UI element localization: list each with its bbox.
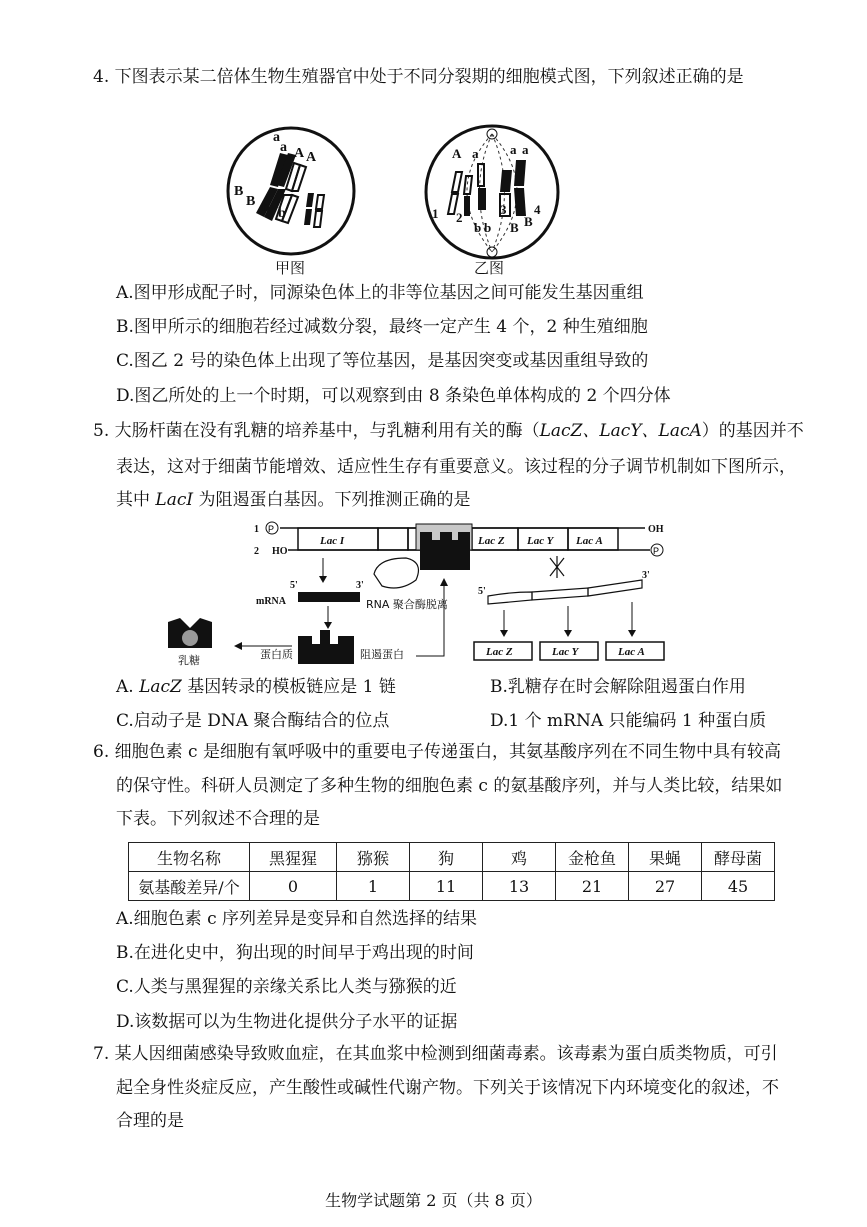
- q4-option-d: D.图乙所处的上一个时期，可以观察到由 8 条染色单体构成的 2 个四分体: [116, 386, 671, 406]
- arrow-repressor-bind: [416, 584, 444, 656]
- q5-line3-gene: LacI: [155, 490, 194, 510]
- q4-stem: 4. 下图表示某二倍体生物生殖器官中处于不同分裂期的细胞模式图，下列叙述正确的是: [93, 67, 744, 87]
- rna-polymerase: [374, 558, 418, 588]
- arrowhead-3: [440, 578, 448, 586]
- blocked-transcription-x: [550, 556, 564, 578]
- gene-laci-label: Lac I: [320, 535, 345, 547]
- q7-line3: 合理的是: [116, 1111, 184, 1131]
- gene-box-spacer1: [378, 528, 408, 550]
- caption-jia: 甲图: [275, 259, 306, 277]
- protein-laca-label: Lac A: [618, 646, 645, 658]
- caption-yi: 乙图: [474, 259, 505, 277]
- q7-line2: 起全身性炎症反应，产生酸性或碱性代谢产物。下列关于该情况下内环境变化的叙述，不: [116, 1078, 779, 1098]
- table-header-cell: 酵母菌: [702, 843, 775, 872]
- lactose-molecule: [182, 630, 198, 646]
- q4-option-b: B.图甲所示的细胞若经过减数分裂，最终一定产生 4 个，2 种生殖细胞: [116, 317, 648, 337]
- q5-line1-a: 5. 大肠杆菌在没有乳糖的培养基中，与乳糖利用有关的酶（: [93, 421, 540, 441]
- cell-membrane: [426, 126, 558, 258]
- mrna-5-label: 5': [290, 580, 298, 591]
- q4-option-a: A.图甲形成配子时，同源染色体上的非等位基因之间可能发生基因重组: [116, 283, 644, 303]
- label-2: 2: [456, 210, 463, 225]
- label-a3: a: [522, 142, 529, 157]
- q5-line2: 表达，这对于细菌节能增效、适应性生存有重要意义。该过程的分子调节机制如下图所示，: [116, 457, 796, 477]
- gene-lacy-label: Lac Y: [527, 535, 554, 547]
- label-4: 4: [534, 202, 541, 217]
- protein-label: 蛋白质: [260, 648, 293, 661]
- lac-operon-diagram: [160, 518, 680, 668]
- arrowhead-1: [319, 576, 327, 583]
- q6-line3: 下表。下列叙述不合理的是: [116, 809, 320, 829]
- label-a2: a: [280, 140, 287, 155]
- table-cell: 45: [702, 872, 775, 901]
- label-3: 3: [500, 202, 507, 217]
- phosphate-right-label: P: [653, 546, 660, 556]
- translation-arrows: [504, 602, 632, 632]
- table-header-cell: 果蝇: [629, 843, 702, 872]
- arrowhead-7: [628, 630, 636, 637]
- laci-mrna: [298, 592, 360, 602]
- arrowhead-6: [564, 630, 572, 637]
- repressor-label: 阻遏蛋白: [360, 648, 404, 661]
- mrna-3-label: 3': [356, 580, 364, 591]
- rnapol-detach-label: RNA 聚合酶脱离: [366, 598, 448, 611]
- q5-line1: [93, 420, 804, 442]
- figure-jia: [218, 125, 368, 285]
- mrna2-3-label: 3': [642, 570, 650, 581]
- ho-label: HO: [272, 546, 288, 557]
- table-header-cell: 狗: [410, 843, 483, 872]
- gene-laca-label: Lac A: [576, 535, 603, 547]
- q5-option-c: C.启动子是 DNA 聚合酶结合的位点: [116, 711, 390, 731]
- label-b1: b: [262, 200, 270, 215]
- q5-option-a: [116, 676, 396, 698]
- gene-lacz-label: Lac Z: [478, 535, 505, 547]
- label-A1: A: [294, 146, 305, 161]
- label-a1: a: [472, 146, 479, 161]
- q5-option-a-prefix: A.: [116, 677, 140, 697]
- table-header-cell: 金枪鱼: [556, 843, 629, 872]
- table-header-row: [129, 843, 775, 872]
- mrna2-5-label: 5': [478, 586, 486, 597]
- label-b2: b: [278, 206, 286, 221]
- mrna-label: mRNA: [256, 596, 286, 607]
- label-a1: a: [273, 130, 280, 145]
- q5-option-a-text: 基因转录的模板链应是 1 链: [181, 677, 396, 697]
- chromosome-pair-2: [304, 193, 324, 227]
- q5-line3: [116, 489, 470, 511]
- q6-option-b: B.在进化史中，狗出现的时间早于鸡出现的时间: [116, 943, 474, 963]
- phosphate-left-label: P: [268, 524, 275, 534]
- strand-1-label: 1: [254, 524, 259, 535]
- figure-yi: [412, 120, 572, 285]
- label-B1: B: [234, 184, 244, 199]
- q6-option-c: C.人类与黑猩猩的亲缘关系比人类与猕猴的近: [116, 977, 457, 997]
- arrowhead-4: [234, 642, 242, 650]
- protein-lacy-label: Lac Y: [552, 646, 579, 658]
- lactose-label: 乳糖: [178, 654, 200, 667]
- arrowhead-2: [324, 622, 332, 629]
- arrowhead-5: [500, 630, 508, 637]
- q6-option-a: A.细胞色素 c 序列差异是变异和自然选择的结果: [116, 909, 478, 929]
- q7-line1: 7. 某人因细菌感染导致败血症，在其血浆中检测到细菌毒素。该毒素为蛋白质类物质，可引: [93, 1044, 778, 1064]
- q5-option-a-gene: LacZ: [139, 677, 182, 697]
- table-cell: 21: [556, 872, 629, 901]
- label-b2: b: [484, 220, 492, 235]
- q5-line1-b: ）的基因并不: [701, 421, 804, 441]
- strand-2-label: 2: [254, 546, 259, 557]
- repressor-protein: [298, 630, 354, 664]
- q5-line1-genes: LacZ、LacY、LacA: [539, 421, 702, 441]
- label-B2: B: [524, 214, 533, 229]
- table-cell: 氨基酸差异/个: [129, 872, 250, 901]
- label-A2: A: [306, 150, 317, 165]
- table-header-cell: 鸡: [483, 843, 556, 872]
- oh-label: OH: [648, 524, 664, 535]
- label-A: A: [452, 146, 462, 161]
- table-cell: 27: [629, 872, 702, 901]
- q4-option-c: C.图乙 2 号的染色体上出现了等位基因，是基因突变或基因重组导致的: [116, 351, 649, 371]
- table-row: [129, 872, 775, 901]
- label-B1: B: [510, 220, 519, 235]
- table-header-cell: 生物名称: [129, 843, 250, 872]
- lac-mrna: [488, 580, 642, 604]
- table-header-cell: 黑猩猩: [250, 843, 337, 872]
- q5-line3-a: 其中: [116, 490, 156, 510]
- q5-line3-b: 为阻遏蛋白基因。下列推测正确的是: [193, 490, 471, 510]
- table-header-cell: 猕猴: [337, 843, 410, 872]
- label-B2: B: [246, 194, 256, 209]
- label-b1: b: [474, 220, 482, 235]
- label-1: 1: [432, 206, 439, 221]
- q6-line1: 6. 细胞色素 c 是细胞有氧呼吸中的重要电子传递蛋白，其氨基酸序列在不同生物中具有较高: [93, 742, 781, 762]
- q5-option-b: B.乳糖存在时会解除阻遏蛋白作用: [490, 677, 746, 697]
- protein-lacz-label: Lac Z: [486, 646, 513, 658]
- q6-line2: 的保守性。科研人员测定了多种生物的细胞色素 c 的氨基酸序列，并与人类比较，结果如: [116, 776, 783, 796]
- page-footer: 生物学试题第 2 页（共 8 页）: [325, 1191, 542, 1210]
- table-cell: 13: [483, 872, 556, 901]
- cytochrome-c-table: [128, 842, 775, 901]
- table-cell: 1: [337, 872, 410, 901]
- label-a2: a: [510, 142, 517, 157]
- repressor-bound: [420, 532, 470, 570]
- table-cell: 0: [250, 872, 337, 901]
- q5-option-d: D.1 个 mRNA 只能编码 1 种蛋白质: [490, 711, 767, 731]
- table-cell: 11: [410, 872, 483, 901]
- q6-option-d: D.该数据可以为生物进化提供分子水平的证据: [116, 1012, 458, 1032]
